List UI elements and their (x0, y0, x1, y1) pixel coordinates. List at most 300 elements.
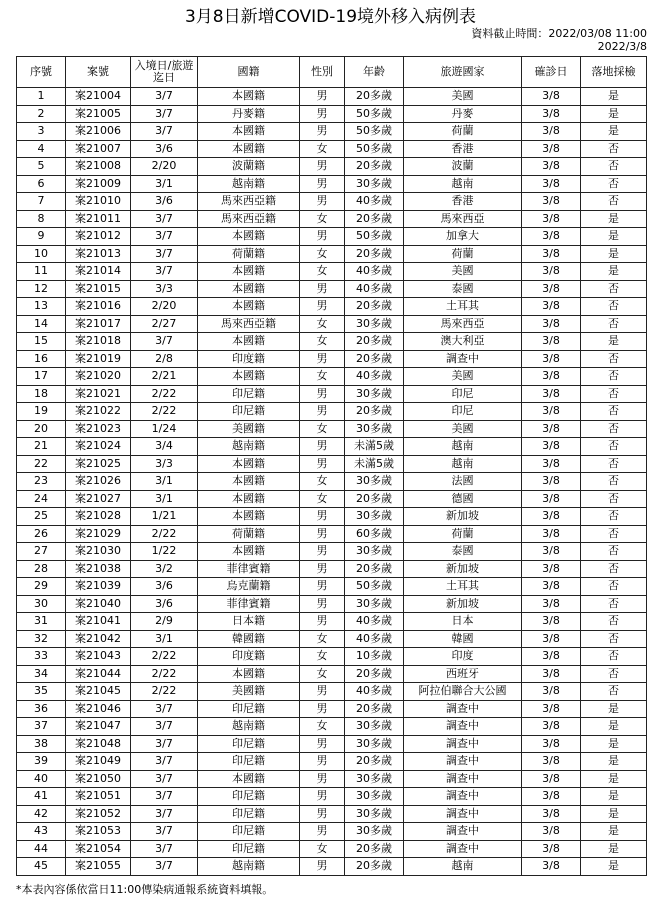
entry-date-cell: 3/1 (131, 175, 198, 193)
entry-date-cell: 3/7 (131, 753, 198, 771)
entry-date-cell: 1/21 (131, 508, 198, 526)
age-cell: 40多歲 (345, 630, 404, 648)
landing-test-cell: 是 (581, 210, 647, 228)
sex-cell: 男 (300, 683, 345, 701)
entry-date-cell: 3/3 (131, 455, 198, 473)
age-cell: 40多歲 (345, 368, 404, 386)
table-row (17, 263, 647, 281)
confirm-date-cell: 3/8 (522, 280, 581, 298)
landing-test-cell: 否 (581, 508, 647, 526)
col-header-nationality: 國籍 (198, 57, 300, 88)
travel-country-cell: 印尼 (404, 403, 522, 421)
landing-test-cell: 是 (581, 840, 647, 858)
age-cell: 50多歲 (345, 228, 404, 246)
travel-country-cell: 調查中 (404, 700, 522, 718)
table-row (17, 735, 647, 753)
nationality-cell: 印尼籍 (198, 753, 300, 771)
seq-cell: 13 (17, 298, 66, 316)
sex-cell: 男 (300, 228, 345, 246)
case-no-cell: 案21014 (66, 263, 131, 281)
seq-cell: 35 (17, 683, 66, 701)
travel-country-cell: 荷蘭 (404, 245, 522, 263)
travel-country-cell: 調查中 (404, 735, 522, 753)
confirm-date-cell: 3/8 (522, 578, 581, 596)
confirm-date-cell: 3/8 (522, 508, 581, 526)
table-row (17, 595, 647, 613)
confirm-date-cell: 3/8 (522, 630, 581, 648)
age-cell: 30多歲 (345, 543, 404, 561)
seq-cell: 26 (17, 525, 66, 543)
landing-test-cell: 是 (581, 88, 647, 106)
age-cell: 30多歲 (345, 595, 404, 613)
age-cell: 20多歲 (345, 88, 404, 106)
seq-cell: 30 (17, 595, 66, 613)
case-no-cell: 案21029 (66, 525, 131, 543)
confirm-date-cell: 3/8 (522, 420, 581, 438)
sex-cell: 男 (300, 508, 345, 526)
nationality-cell: 印度籍 (198, 350, 300, 368)
entry-date-cell: 3/7 (131, 823, 198, 841)
travel-country-cell: 德國 (404, 490, 522, 508)
entry-date-cell: 3/7 (131, 788, 198, 806)
nationality-cell: 馬來西亞籍 (198, 210, 300, 228)
landing-test-cell: 是 (581, 333, 647, 351)
travel-country-cell: 丹麥 (404, 105, 522, 123)
age-cell: 50多歲 (345, 123, 404, 141)
table-row (17, 490, 647, 508)
confirm-date-cell: 3/8 (522, 718, 581, 736)
seq-cell: 21 (17, 438, 66, 456)
entry-date-cell: 2/20 (131, 158, 198, 176)
landing-test-cell: 否 (581, 158, 647, 176)
col-header-travel-country: 旅遊國家 (404, 57, 522, 88)
seq-cell: 8 (17, 210, 66, 228)
table-row (17, 140, 647, 158)
nationality-cell: 美國籍 (198, 683, 300, 701)
nationality-cell: 印尼籍 (198, 823, 300, 841)
travel-country-cell: 越南 (404, 455, 522, 473)
case-no-cell: 案21042 (66, 630, 131, 648)
nationality-cell: 越南籍 (198, 438, 300, 456)
table-row (17, 368, 647, 386)
entry-date-cell: 2/20 (131, 298, 198, 316)
confirm-date-cell: 3/8 (522, 193, 581, 211)
confirm-date-cell: 3/8 (522, 140, 581, 158)
table-row (17, 525, 647, 543)
travel-country-cell: 土耳其 (404, 578, 522, 596)
nationality-cell: 印尼籍 (198, 788, 300, 806)
col-header-confirm-date: 確診日 (522, 57, 581, 88)
case-no-cell: 案21019 (66, 350, 131, 368)
nationality-cell: 本國籍 (198, 88, 300, 106)
table-row (17, 175, 647, 193)
travel-country-cell: 越南 (404, 438, 522, 456)
entry-date-cell: 3/7 (131, 245, 198, 263)
sex-cell: 男 (300, 613, 345, 631)
nationality-cell: 荷蘭籍 (198, 525, 300, 543)
entry-date-cell: 3/7 (131, 263, 198, 281)
confirm-date-cell: 3/8 (522, 823, 581, 841)
sex-cell: 男 (300, 788, 345, 806)
table-row (17, 753, 647, 771)
age-cell: 30多歲 (345, 175, 404, 193)
sex-cell: 女 (300, 245, 345, 263)
seq-cell: 34 (17, 665, 66, 683)
landing-test-cell: 否 (581, 595, 647, 613)
table-row (17, 648, 647, 666)
nationality-cell: 印尼籍 (198, 403, 300, 421)
seq-cell: 20 (17, 420, 66, 438)
entry-date-cell: 3/6 (131, 140, 198, 158)
seq-cell: 29 (17, 578, 66, 596)
confirm-date-cell: 3/8 (522, 840, 581, 858)
seq-cell: 6 (17, 175, 66, 193)
age-cell: 20多歲 (345, 560, 404, 578)
confirm-date-cell: 3/8 (522, 805, 581, 823)
confirm-date-cell: 3/8 (522, 105, 581, 123)
case-no-cell: 案21052 (66, 805, 131, 823)
age-cell: 30多歲 (345, 735, 404, 753)
age-cell: 未滿5歲 (345, 455, 404, 473)
landing-test-cell: 是 (581, 105, 647, 123)
case-no-cell: 案21046 (66, 700, 131, 718)
seq-cell: 3 (17, 123, 66, 141)
landing-test-cell: 是 (581, 788, 647, 806)
table-row (17, 543, 647, 561)
confirm-date-cell: 3/8 (522, 88, 581, 106)
table-row (17, 455, 647, 473)
seq-cell: 23 (17, 473, 66, 491)
landing-test-cell: 是 (581, 770, 647, 788)
seq-cell: 37 (17, 718, 66, 736)
entry-date-cell: 3/2 (131, 560, 198, 578)
travel-country-cell: 印度 (404, 648, 522, 666)
table-row (17, 88, 647, 106)
sex-cell: 女 (300, 718, 345, 736)
landing-test-cell: 否 (581, 350, 647, 368)
landing-test-cell: 否 (581, 683, 647, 701)
table-row (17, 105, 647, 123)
travel-country-cell: 調查中 (404, 823, 522, 841)
entry-date-cell: 2/22 (131, 648, 198, 666)
age-cell: 20多歲 (345, 490, 404, 508)
entry-date-cell: 3/1 (131, 490, 198, 508)
confirm-date-cell: 3/8 (522, 683, 581, 701)
confirm-date-cell: 3/8 (522, 770, 581, 788)
sex-cell: 男 (300, 105, 345, 123)
table-row (17, 630, 647, 648)
entry-date-cell: 3/7 (131, 805, 198, 823)
sex-cell: 女 (300, 420, 345, 438)
nationality-cell: 丹麥籍 (198, 105, 300, 123)
seq-cell: 12 (17, 280, 66, 298)
case-no-cell: 案21024 (66, 438, 131, 456)
confirm-date-cell: 3/8 (522, 613, 581, 631)
seq-cell: 15 (17, 333, 66, 351)
landing-test-cell: 否 (581, 455, 647, 473)
entry-date-cell: 2/22 (131, 525, 198, 543)
seq-cell: 1 (17, 88, 66, 106)
case-no-cell: 案21006 (66, 123, 131, 141)
age-cell: 20多歲 (345, 665, 404, 683)
table-row (17, 193, 647, 211)
case-no-cell: 案21012 (66, 228, 131, 246)
landing-test-cell: 否 (581, 315, 647, 333)
sex-cell: 女 (300, 648, 345, 666)
table-row (17, 403, 647, 421)
case-no-cell: 案21018 (66, 333, 131, 351)
confirm-date-cell: 3/8 (522, 735, 581, 753)
entry-date-cell: 3/7 (131, 770, 198, 788)
case-no-cell: 案21016 (66, 298, 131, 316)
seq-cell: 24 (17, 490, 66, 508)
landing-test-cell: 否 (581, 280, 647, 298)
age-cell: 未滿5歲 (345, 438, 404, 456)
entry-date-cell: 3/6 (131, 595, 198, 613)
entry-date-cell: 3/1 (131, 630, 198, 648)
case-no-cell: 案21015 (66, 280, 131, 298)
sex-cell: 女 (300, 630, 345, 648)
confirm-date-cell: 3/8 (522, 403, 581, 421)
age-cell: 30多歲 (345, 718, 404, 736)
travel-country-cell: 阿拉伯聯合大公國 (404, 683, 522, 701)
nationality-cell: 美國籍 (198, 420, 300, 438)
nationality-cell: 馬來西亞籍 (198, 315, 300, 333)
landing-test-cell: 是 (581, 700, 647, 718)
landing-test-cell: 是 (581, 718, 647, 736)
sex-cell: 男 (300, 525, 345, 543)
age-cell: 50多歲 (345, 140, 404, 158)
seq-cell: 7 (17, 193, 66, 211)
nationality-cell: 本國籍 (198, 228, 300, 246)
entry-date-cell: 3/7 (131, 228, 198, 246)
table-header-row (17, 57, 647, 88)
col-header-age: 年齡 (345, 57, 404, 88)
entry-date-cell: 3/7 (131, 105, 198, 123)
age-cell: 20多歲 (345, 350, 404, 368)
entry-date-cell: 2/9 (131, 613, 198, 631)
confirm-date-cell: 3/8 (522, 158, 581, 176)
case-no-cell: 案21022 (66, 403, 131, 421)
age-cell: 50多歲 (345, 578, 404, 596)
col-header-entry-date: 入境日/旅遊迄日 (131, 57, 198, 88)
sex-cell: 男 (300, 753, 345, 771)
age-cell: 40多歲 (345, 193, 404, 211)
case-no-cell: 案21009 (66, 175, 131, 193)
landing-test-cell: 否 (581, 420, 647, 438)
confirm-date-cell: 3/8 (522, 298, 581, 316)
landing-test-cell: 否 (581, 175, 647, 193)
entry-date-cell: 3/4 (131, 438, 198, 456)
nationality-cell: 本國籍 (198, 665, 300, 683)
sex-cell: 男 (300, 455, 345, 473)
case-no-cell: 案21049 (66, 753, 131, 771)
landing-test-cell: 是 (581, 263, 647, 281)
landing-test-cell: 否 (581, 490, 647, 508)
case-no-cell: 案21007 (66, 140, 131, 158)
table-row (17, 123, 647, 141)
travel-country-cell: 泰國 (404, 543, 522, 561)
seq-cell: 38 (17, 735, 66, 753)
seq-cell: 40 (17, 770, 66, 788)
confirm-date-cell: 3/8 (522, 263, 581, 281)
landing-test-cell: 是 (581, 228, 647, 246)
entry-date-cell: 3/7 (131, 333, 198, 351)
entry-date-cell: 1/22 (131, 543, 198, 561)
nationality-cell: 本國籍 (198, 140, 300, 158)
travel-country-cell: 新加坡 (404, 560, 522, 578)
entry-date-cell: 2/22 (131, 385, 198, 403)
entry-date-cell: 3/7 (131, 840, 198, 858)
age-cell: 20多歲 (345, 840, 404, 858)
sex-cell: 男 (300, 770, 345, 788)
sex-cell: 女 (300, 473, 345, 491)
seq-cell: 28 (17, 560, 66, 578)
travel-country-cell: 荷蘭 (404, 525, 522, 543)
case-no-cell: 案21020 (66, 368, 131, 386)
confirm-date-cell: 3/8 (522, 210, 581, 228)
nationality-cell: 波蘭籍 (198, 158, 300, 176)
travel-country-cell: 調查中 (404, 718, 522, 736)
table-row (17, 158, 647, 176)
table-row (17, 683, 647, 701)
entry-date-cell: 3/3 (131, 280, 198, 298)
sex-cell: 男 (300, 823, 345, 841)
landing-test-cell: 否 (581, 525, 647, 543)
nationality-cell: 本國籍 (198, 263, 300, 281)
table-row (17, 770, 647, 788)
age-cell: 30多歲 (345, 788, 404, 806)
confirm-date-cell: 3/8 (522, 123, 581, 141)
travel-country-cell: 土耳其 (404, 298, 522, 316)
landing-test-cell: 是 (581, 823, 647, 841)
seq-cell: 39 (17, 753, 66, 771)
sex-cell: 男 (300, 805, 345, 823)
footnote: *本表內容係依當日11:00傳染病通報系統資料填報。 (16, 883, 274, 896)
landing-test-cell: 是 (581, 805, 647, 823)
travel-country-cell: 調查中 (404, 753, 522, 771)
travel-country-cell: 西班牙 (404, 665, 522, 683)
sex-cell: 女 (300, 665, 345, 683)
seq-cell: 32 (17, 630, 66, 648)
table-row (17, 788, 647, 806)
case-no-cell: 案21008 (66, 158, 131, 176)
landing-test-cell: 否 (581, 403, 647, 421)
table-row (17, 280, 647, 298)
travel-country-cell: 荷蘭 (404, 123, 522, 141)
age-cell: 20多歲 (345, 700, 404, 718)
nationality-cell: 馬來西亞籍 (198, 193, 300, 211)
travel-country-cell: 波蘭 (404, 158, 522, 176)
table-row (17, 560, 647, 578)
confirm-date-cell: 3/8 (522, 473, 581, 491)
confirm-date-cell: 3/8 (522, 490, 581, 508)
confirm-date-cell: 3/8 (522, 525, 581, 543)
landing-test-cell: 是 (581, 123, 647, 141)
seq-cell: 27 (17, 543, 66, 561)
sex-cell: 男 (300, 560, 345, 578)
sex-cell: 男 (300, 88, 345, 106)
col-header-case-no: 案號 (66, 57, 131, 88)
seq-cell: 5 (17, 158, 66, 176)
case-no-cell: 案21055 (66, 858, 131, 876)
travel-country-cell: 調查中 (404, 805, 522, 823)
nationality-cell: 本國籍 (198, 770, 300, 788)
table-row (17, 840, 647, 858)
nationality-cell: 本國籍 (198, 333, 300, 351)
nationality-cell: 印尼籍 (198, 385, 300, 403)
table-row (17, 333, 647, 351)
table-row (17, 858, 647, 876)
age-cell: 60多歲 (345, 525, 404, 543)
table-row (17, 718, 647, 736)
confirm-date-cell: 3/8 (522, 455, 581, 473)
sex-cell: 男 (300, 700, 345, 718)
travel-country-cell: 日本 (404, 613, 522, 631)
landing-test-cell: 否 (581, 613, 647, 631)
case-no-cell: 案21013 (66, 245, 131, 263)
travel-country-cell: 新加坡 (404, 508, 522, 526)
sex-cell: 男 (300, 438, 345, 456)
sex-cell: 男 (300, 735, 345, 753)
age-cell: 40多歲 (345, 613, 404, 631)
case-no-cell: 案21043 (66, 648, 131, 666)
entry-date-cell: 3/7 (131, 700, 198, 718)
table-row (17, 823, 647, 841)
sex-cell: 男 (300, 403, 345, 421)
travel-country-cell: 調查中 (404, 350, 522, 368)
travel-country-cell: 香港 (404, 193, 522, 211)
case-table (16, 56, 647, 876)
age-cell: 30多歲 (345, 805, 404, 823)
nationality-cell: 韓國籍 (198, 630, 300, 648)
travel-country-cell: 美國 (404, 420, 522, 438)
age-cell: 30多歲 (345, 823, 404, 841)
case-no-cell: 案21005 (66, 105, 131, 123)
case-no-cell: 案21050 (66, 770, 131, 788)
nationality-cell: 本國籍 (198, 473, 300, 491)
table-row (17, 613, 647, 631)
col-header-sex: 性別 (300, 57, 345, 88)
table-row (17, 508, 647, 526)
seq-cell: 9 (17, 228, 66, 246)
report-date: 2022/3/8 (597, 40, 647, 53)
age-cell: 20多歲 (345, 403, 404, 421)
nationality-cell: 本國籍 (198, 368, 300, 386)
nationality-cell: 本國籍 (198, 490, 300, 508)
travel-country-cell: 印尼 (404, 385, 522, 403)
travel-country-cell: 澳大利亞 (404, 333, 522, 351)
landing-test-cell: 否 (581, 473, 647, 491)
sex-cell: 女 (300, 263, 345, 281)
nationality-cell: 印尼籍 (198, 805, 300, 823)
age-cell: 30多歲 (345, 420, 404, 438)
seq-cell: 36 (17, 700, 66, 718)
landing-test-cell: 否 (581, 560, 647, 578)
table-row (17, 473, 647, 491)
table-row (17, 700, 647, 718)
confirm-date-cell: 3/8 (522, 333, 581, 351)
travel-country-cell: 美國 (404, 368, 522, 386)
table-row (17, 315, 647, 333)
nationality-cell: 菲律賓籍 (198, 560, 300, 578)
sex-cell: 男 (300, 858, 345, 876)
entry-date-cell: 1/24 (131, 420, 198, 438)
seq-cell: 25 (17, 508, 66, 526)
case-no-cell: 案21025 (66, 455, 131, 473)
case-no-cell: 案21011 (66, 210, 131, 228)
sex-cell: 男 (300, 175, 345, 193)
